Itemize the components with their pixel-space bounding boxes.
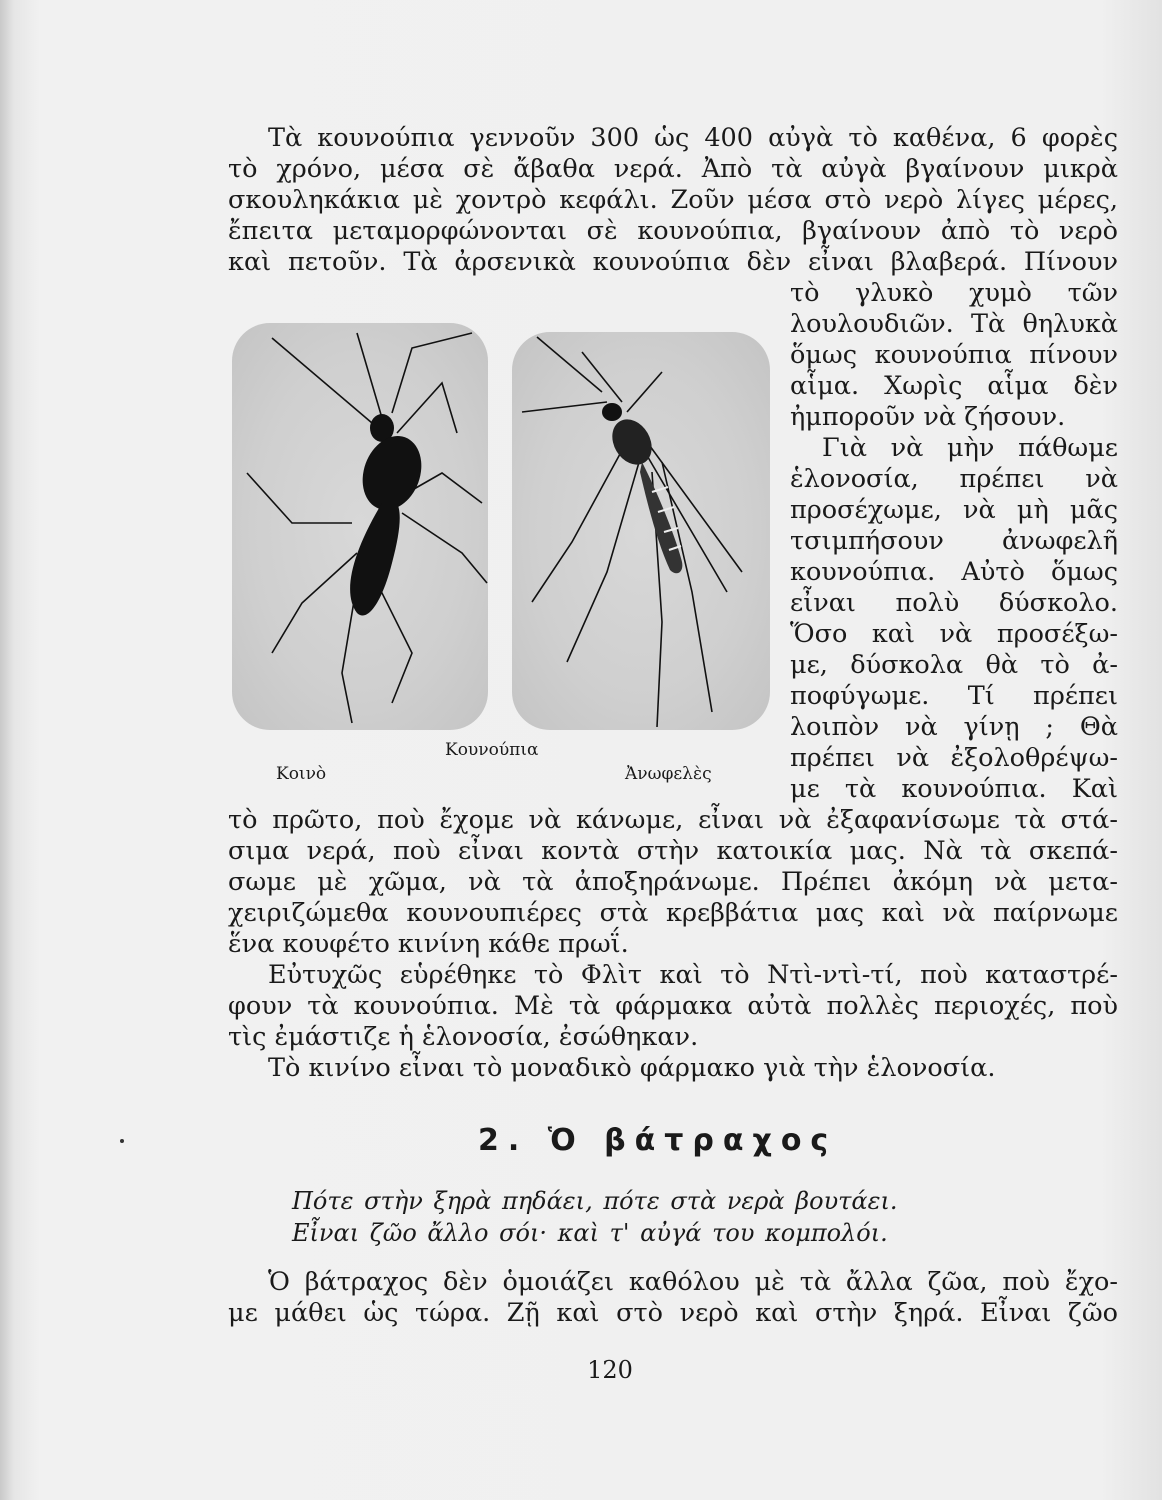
stray-mark	[120, 1139, 124, 1143]
text-line: ἠμποροῦν νὰ ζήσουν.	[790, 402, 1066, 432]
text-line: τὸ πρῶτο, ποὺ ἔχομε νὰ κάνωμε, εἶναι νὰ ἐξαφανίσωμε τὰ στά-	[228, 805, 1118, 835]
text-line: Γιὰ νὰ μὴν πάθωμε	[822, 433, 1118, 463]
caption-common: Κοινὸ	[276, 764, 327, 784]
caption-anopheles: Ἀνωφελὲς	[625, 764, 712, 784]
text-line: πρέπει νὰ ἐξολοθρέψω-	[790, 743, 1118, 773]
text-line: τὸ γλυκὸ χυμὸ τῶν	[790, 278, 1118, 308]
text-line: Τὸ κινίνο εἶναι τὸ μοναδικὸ φάρμακο γιὰ τὴν ἑλονοσία.	[268, 1053, 996, 1083]
text-line: Ὁ βάτραχος δὲν ὁμοιάζει καθόλου μὲ τὰ ἄλλα ζῶα, ποὺ ἔχο-	[268, 1267, 1118, 1297]
text-line: ποφύγωμε. Τί πρέπει	[790, 681, 1118, 711]
text-line: λουλουδιῶν. Τὰ θηλυκὰ	[790, 309, 1118, 339]
text-line: σκουληκάκια μὲ χοντρὸ κεφάλι. Ζοῦν μέσα στὸ νερὸ λίγες μέρες,	[228, 185, 1118, 215]
text-line: με μάθει ὡς τώρα. Ζῇ καὶ στὸ νερὸ καὶ στὴν ξηρά. Εἶναι ζῶο	[228, 1298, 1118, 1328]
text-line: χειριζώμεθα κουνουπιέρες στὰ κρεββάτια μας καὶ νὰ παίρνωμε	[228, 898, 1118, 928]
text-line: ἑλονοσία, πρέπει νὰ	[790, 464, 1118, 494]
page-number: 120	[587, 1356, 633, 1384]
caption-mosquitoes: Κουνούπια	[445, 740, 539, 760]
text-line: κουνούπια. Αὐτὸ ὅμως	[790, 557, 1118, 587]
text-line: με, δύσκολα θὰ τὸ ἀ-	[790, 650, 1118, 680]
text-line: Τὰ κουνούπια γεννοῦν 300 ὡς 400 αὐγὰ τὸ καθένα, 6 φορὲς	[268, 123, 1118, 153]
text-line: σωμε μὲ χῶμα, νὰ τὰ ἀποξηράνωμε. Πρέπει ἀκόμη νὰ μετα-	[228, 867, 1118, 897]
text-line: λοιπὸν νὰ γίνῃ ; Θὰ	[790, 712, 1118, 742]
text-line: Εὐτυχῶς εὑρέθηκε τὸ Φλὶτ καὶ τὸ Ντὶ-ντὶ-τί, ποὺ καταστρέ-	[268, 960, 1118, 990]
text-line: ἔπειτα μεταμορφώνονται σὲ κουνούπια, βγαίνουν ἀπὸ τὸ νερὸ	[228, 216, 1118, 246]
text-line: φουν τὰ κουνούπια. Μὲ τὰ φάρμακα αὐτὰ πολλὲς περιοχές, ποὺ	[228, 991, 1118, 1021]
poem-line: Πότε στὴν ξηρὰ πηδάει, πότε στὰ νερὰ βουτάει.	[292, 1187, 898, 1215]
text-line: αἷμα. Χωρὶς αἷμα δὲν	[790, 371, 1118, 401]
text-line: εἶναι πολὺ δύσκολο.	[790, 588, 1118, 618]
anopheles-mosquito-icon	[512, 332, 770, 730]
text-line: τσιμπήσουν ἀνωφελῆ	[790, 526, 1118, 556]
text-line: Ὅσο καὶ νὰ προσέξω-	[790, 619, 1118, 649]
text-line: καὶ πετοῦν. Τὰ ἀρσενικὰ κουνούπια δὲν εἶναι βλαβερά. Πίνουν	[228, 247, 1118, 277]
text-line: σιμα νερά, ποὺ εἶναι κοντὰ στὴν κατοικία μας. Νὰ τὰ σκεπά-	[228, 836, 1118, 866]
text-line: τὸ χρόνο, μέσα σὲ ἄβαθα νερά. Ἀπὸ τὰ αὐγὰ βγαίνουν μικρὰ	[228, 154, 1118, 184]
text-line: με τὰ κουνούπια. Καὶ	[790, 774, 1118, 804]
text-line: προσέχωμε, νὰ μὴ μᾶς	[790, 495, 1118, 525]
common-mosquito-icon	[232, 323, 488, 730]
poem-line: Εἶναι ζῶο ἄλλο σόι· καὶ τ' αὐγά του κομπολόι.	[292, 1219, 888, 1247]
section-heading: 2. Ὁ βάτραχος	[478, 1123, 838, 1158]
text-line: ὅμως κουνούπια πίνουν	[790, 340, 1118, 370]
anopheles-mosquito-illustration	[512, 332, 770, 730]
text-line: τὶς ἐμάστιζε ἡ ἑλονοσία, ἐσώθηκαν.	[228, 1022, 699, 1052]
text-line: ἕνα κουφέτο κινίνη κάθε πρωΐ.	[228, 929, 629, 959]
common-mosquito-illustration	[232, 323, 488, 730]
